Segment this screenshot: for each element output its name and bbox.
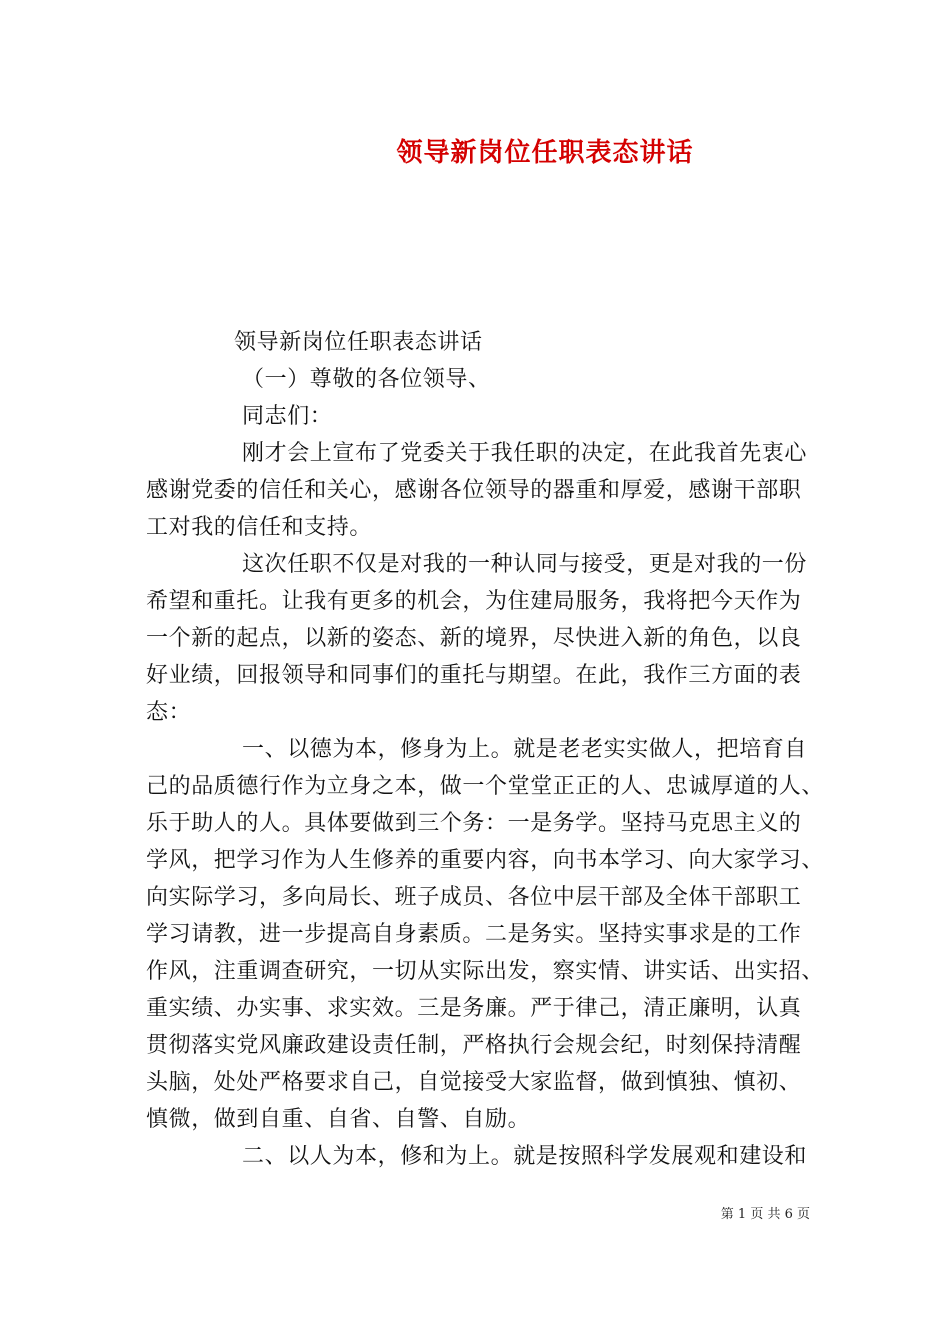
paragraph-line: 贯彻落实党风廉政建设责任制，严格执行会规会纪，时刻保持清醒 [146, 1033, 802, 1058]
paragraph-line: 工对我的信任和支持。 [146, 515, 373, 540]
paragraph-line: 这次任职不仅是对我的一种认同与接受，更是对我的一份 [242, 552, 808, 577]
paragraph-line: 感谢党委的信任和关心，感谢各位领导的器重和厚爱，感谢干部职 [146, 478, 802, 503]
page-footer: 第 1 页 共 6 页 [720, 1207, 810, 1222]
paragraph-line: 一、以德为本，修身为上。就是老老实实做人，把培育自 [242, 737, 808, 762]
paragraph-line: 学风，把学习作为人生修养的重要内容，向书本学习、向大家学习、 [146, 848, 825, 873]
paragraph-line: 希望和重托。让我有更多的机会，为住建局服务，我将把今天作为 [146, 589, 802, 614]
paragraph-line: 学习请教，进一步提高自身素质。二是务实。坚持实事求是的工作 [146, 922, 802, 947]
salutation-line: （一）尊敬的各位领导、 [242, 367, 491, 392]
paragraph-line: 重实绩、办实事、求实效。三是务廉。严于律己，清正廉明，认真 [146, 996, 802, 1021]
paragraph-line: 向实际学习，多向局长、班子成员、各位中层干部及全体干部职工 [146, 885, 802, 910]
paragraph-line: 己的品质德行作为立身之本，做一个堂堂正正的人、忠诚厚道的人、 [146, 774, 825, 799]
document-title: 领导新岗位任职表态讲话 [396, 138, 694, 168]
paragraph-line: 作风，注重调查研究，一切从实际出发，察实情、讲实话、出实招、 [146, 959, 825, 984]
body-heading: 领导新岗位任职表态讲话 [234, 330, 483, 355]
paragraph-line: 头脑，处处严格要求自己，自觉接受大家监督，做到慎独、慎初、 [146, 1070, 802, 1095]
paragraph-line: 慎微，做到自重、自省、自警、自励。 [146, 1107, 531, 1132]
paragraph-line: 好业绩，回报领导和同事们的重托与期望。在此，我作三方面的表 [146, 663, 802, 688]
paragraph-line: 二、以人为本，修和为上。就是按照科学发展观和建设和 [242, 1144, 808, 1169]
paragraph-line: 一个新的起点，以新的姿态、新的境界，尽快进入新的角色，以良 [146, 626, 802, 651]
document-body [146, 324, 825, 1175]
paragraph-line: 刚才会上宣布了党委关于我任职的决定，在此我首先衷心 [242, 441, 808, 466]
salutation-line: 同志们： [242, 404, 333, 429]
paragraph-line: 乐于助人的人。具体要做到三个务：一是务学。坚持马克思主义的 [146, 811, 802, 836]
paragraph-line: 态： [146, 700, 192, 725]
